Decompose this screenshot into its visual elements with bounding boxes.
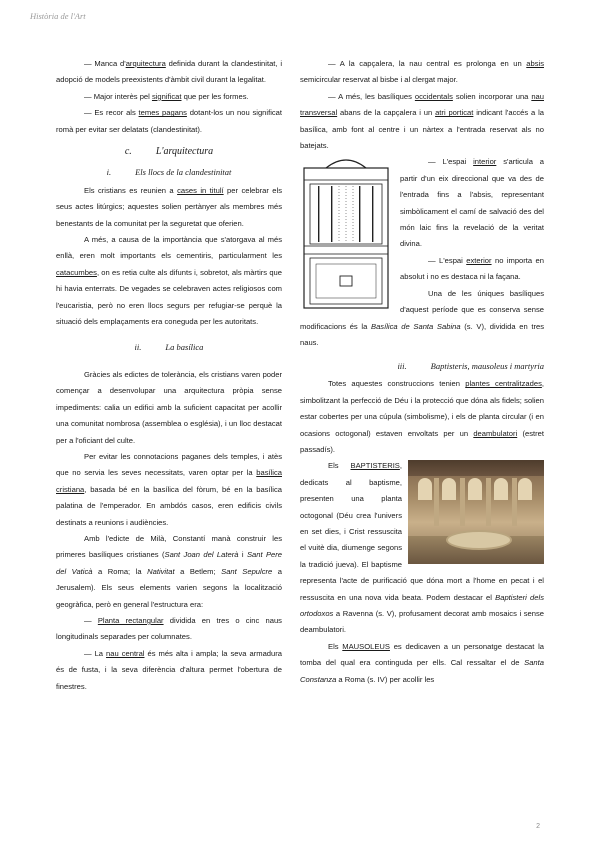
basilica-floor-plan <box>296 154 396 312</box>
body-paragraph: Una de les úniques basíliques d'aquest període que es conserva sense modificacions és la Basílica de Santa Sabina (s. V), dividida en tres naus. <box>300 288 545 347</box>
page-number: 2 <box>536 823 540 830</box>
bullet-paragraph: — Major interès pel significat que per les formes. <box>84 91 249 101</box>
underlined-term: cases in titulí <box>177 185 224 195</box>
underlined-term: MAUSOLEUS <box>342 641 390 651</box>
underlined-term: absis <box>526 59 544 68</box>
body-paragraph: Per evitar les connotacions paganes dels temples, i atès que no servia les seves necessitats, varen optar per la basílica cristiana, basada bé en la basílica del fòrum, bé en la basílica palatina de l'emperador. En ambdós casos, eren edificis civils destinats a reunions i audiències. <box>56 451 282 527</box>
body-paragraph: Els cristians es reunien a cases in titulí per celebrar els seus actes litúrgics; aquestes solien pertànyer als membres més benestants de la comunitat per la seguretat que oferien. <box>56 185 283 228</box>
underlined-term: occidentals <box>414 91 453 101</box>
underlined-term: atri porticat <box>435 108 474 118</box>
bullet-paragraph: — L'espai exterior no importa en absolut i no es destaca ni la façana. <box>400 255 544 282</box>
running-header: Història de l'Art <box>30 11 86 21</box>
underlined-term: temes pagans <box>138 108 187 118</box>
subsection-heading-ii: ii. La basílica <box>134 341 204 352</box>
right-column <box>300 56 544 688</box>
body-paragraph: A més, a causa de la importància que s'atorgava al més enllà, eren molt importants els cementiris, particularment les catacumbes, on es retia culte als difunts i, sobretot, als màrtirs que hi havia enterrats. De vegades se celebraven actes religiosos com l'eucaristia, però no eren llocs segurs per refugiar-se perquè la situació dels emplaçaments era coneguda per les autoritats. <box>56 235 282 327</box>
underlined-term: basílica cristiana <box>56 468 282 494</box>
body-paragraph: Totes aquestes construccions tenien plantes centralitzades, simbolitzant la perfecció de Déu i la protecció que dóna als fidels; solien estar cobertes per una cúpula (simbolisme), i els de planta circular (i en ocasions octogonal) estaven envoltats per un deambulatori (estret passadís). <box>300 379 545 454</box>
bullet-paragraph: — Planta rectangular dividida en tres o cinc naus longitudinals separades per columnates. <box>56 616 282 642</box>
underlined-term: plantes centralitzades <box>465 379 542 389</box>
underlined-term: Planta rectangular <box>97 616 164 625</box>
underlined-term: significat <box>151 91 182 101</box>
underlined-term: catacumbes <box>56 267 97 277</box>
underlined-term: interior <box>473 157 497 167</box>
bullet-paragraph: — La nau central és més alta i ampla; la seva armadura és de fusta, i la seva diferència d'altura permet l'obertura de finestres. <box>56 648 282 691</box>
subsection-heading-i: i. Els llocs de la clandestinitat <box>106 167 232 178</box>
body-paragraph: Els MAUSOLEUS es dedicaven a un personatge destacat la tomba del qual era continguda per ells. Cal ressaltar el de Santa Constanza a Roma (s. IV) per acollir les <box>300 641 544 684</box>
underlined-term: BAPTISTERIS <box>350 461 400 471</box>
underlined-term: deambulatori <box>473 428 518 438</box>
underlined-term: nau transversal <box>300 91 544 118</box>
subsection-heading-iii: iii. Baptisteris, mausoleus i martyria <box>397 361 544 372</box>
left-column <box>56 56 282 695</box>
bullet-paragraph: — Es recor als temes pagans dotant-los un nou significat romà per evitar ser delatats (clandestinitat). <box>56 108 283 134</box>
bullet-paragraph: — A la capçalera, la nau central es prolonga en un absis semicircular reservat al bisbe i al clergat major. <box>300 59 544 85</box>
body-paragraph: Gràcies als edictes de tolerància, els cristians varen poder començar a desenvolupar una arquitectura pròpia sense impediments: calia un edifici amb la suficient capacitat per acollir una comunitat nombrosa (assemblea o església), i un lloc destacat per a l'oficiant del culte. <box>56 369 282 445</box>
body-paragraph: Amb l'edicte de Milà, Constantí manà construir les primeres basíliques cristianes (Sant Joan del Laterà i Sant Pere del Vaticà a Roma; la Nativitat a Betlem; Sant Sepulcre a Jerusalem). Els seus elements varien segons la localització geogràfica, però en general l'estructura era: <box>56 533 283 609</box>
underlined-term: arquitectura <box>125 59 166 68</box>
body-paragraph: Els BAPTISTERIS, dedicats al baptisme, presenten una planta octogonal (Déu crea l'univers en set dies, i Crist ressuscita el vuitè dia, diumenge segons la tradició jueva). El baptisme representa l'acte de purificació que dóna mort a l'home en pecat i el ressuscita en una nova vida beata. Podem destacar el Baptisteri dels ortodoxos a Ravenna (s. V), profusament decorat amb mosaics i sense deambulatori. <box>300 461 544 635</box>
bullet-paragraph: — L'espai interior s'articula a partir d'un eix direccional que va des de l'entrada fins a l'absis, representant simbòlicament el camí de salvació des del món laic fins la revelació de la veritat divina. <box>400 157 544 249</box>
underlined-term: nau central <box>106 648 145 658</box>
bullet-paragraph: — Manca d'arquitectura definida durant la clandestinitat, i adopció de models preexistents d'àmbit civil durant la legalitat. <box>56 59 283 85</box>
bullet-paragraph: — A més, les basíliques occidentals solien incorporar una nau transversal abans de la capçalera i un atri porticat indicant l'accés a la basílica, amb font al centre i un nàrtex a l'entrada reservat als no batejats. <box>300 91 544 151</box>
baptistery-photo <box>408 460 544 564</box>
underlined-term: exterior <box>466 255 492 265</box>
section-heading-c: c. L'arquitectura <box>124 146 214 158</box>
